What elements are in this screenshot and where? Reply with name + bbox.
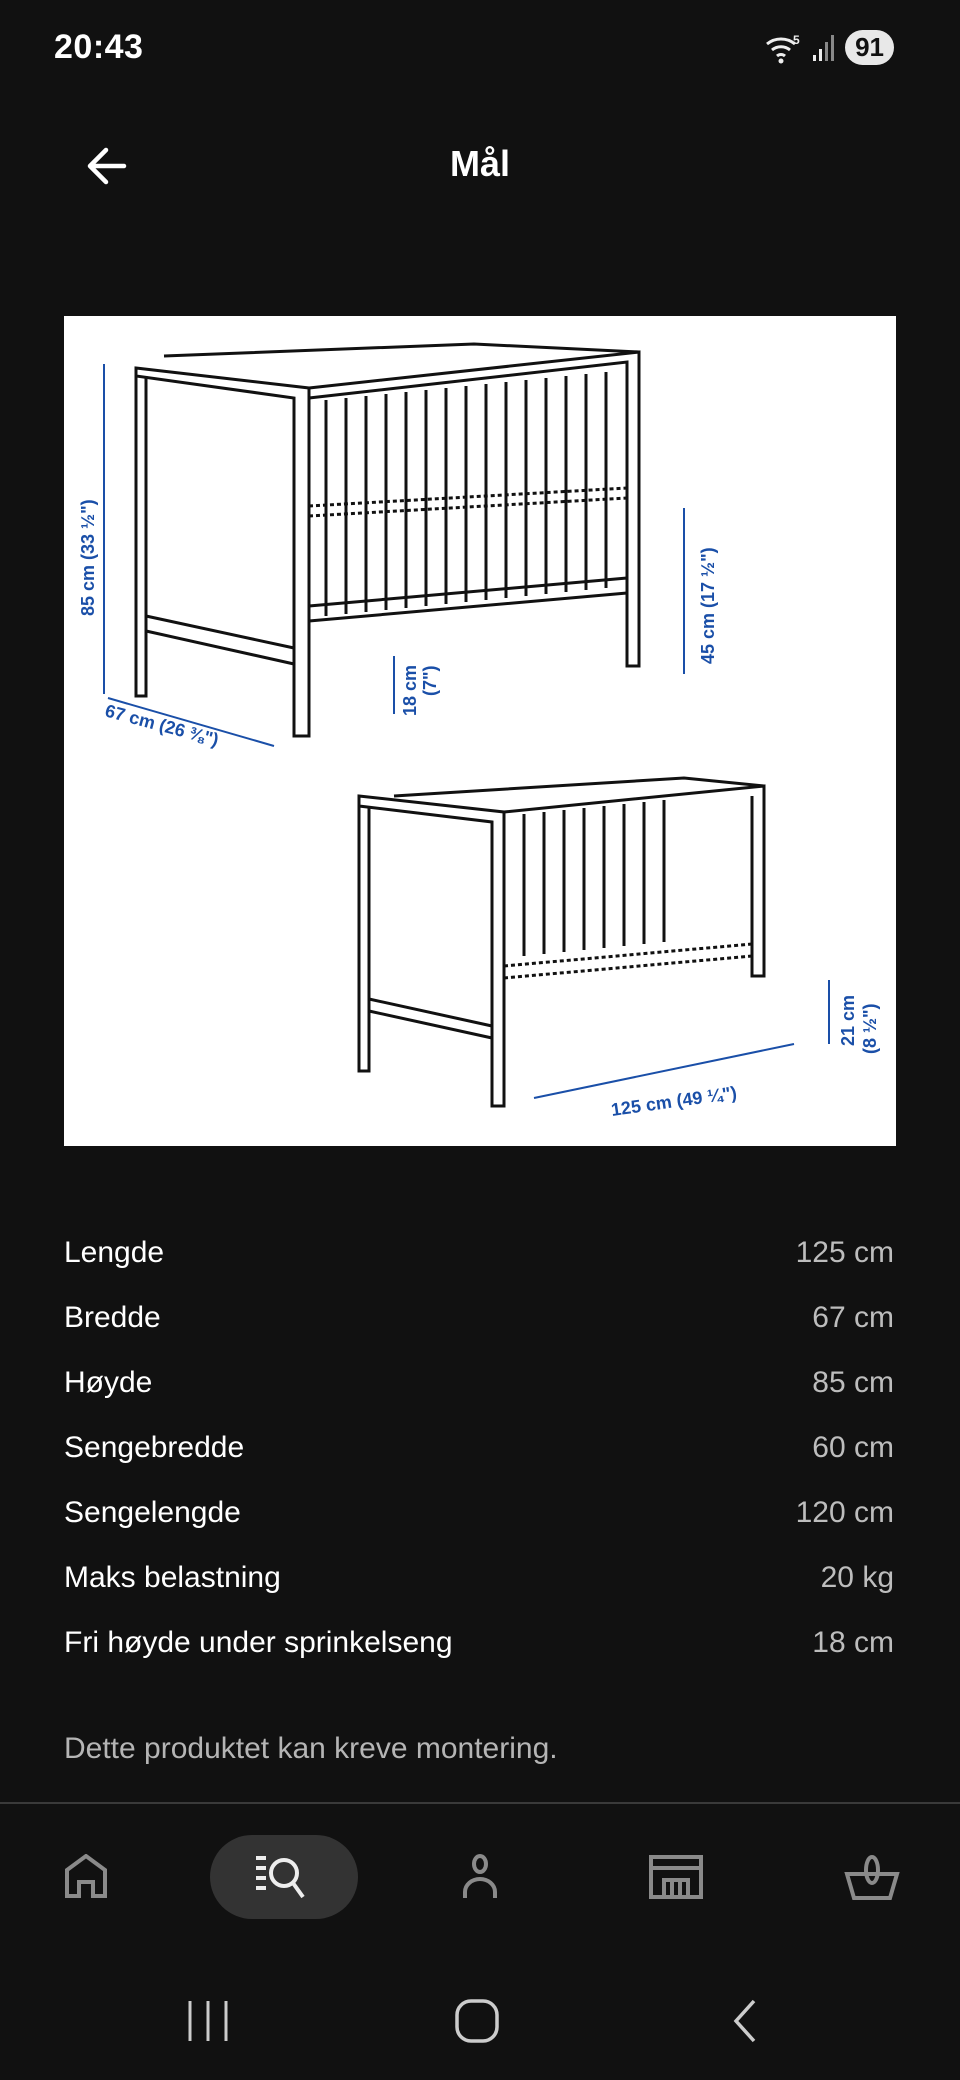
dimension-value: 18 cm [812, 1625, 894, 1659]
dimension-row [64, 1220, 894, 1285]
dimension-value: 60 cm [812, 1430, 894, 1464]
store-icon [648, 1854, 704, 1900]
dimension-label: Fri høyde under sprinkelseng [64, 1625, 453, 1659]
nav-profile[interactable] [450, 1835, 510, 1919]
status-icons [763, 30, 894, 65]
dimension-label: Høyde [64, 1365, 153, 1399]
length-label: 125 cm (49 ¼") [609, 1082, 738, 1120]
system-nav [0, 1985, 960, 2055]
dimension-value: 85 cm [812, 1365, 894, 1399]
dimension-diagram [64, 316, 896, 1146]
dimension-label: Sengelengde [64, 1495, 241, 1529]
search-icon [254, 1854, 314, 1900]
profile-icon [457, 1854, 503, 1900]
dimension-label: Maks belastning [64, 1560, 281, 1594]
width-label: 67 cm (26 ⅜") [102, 700, 221, 751]
divider [0, 1802, 960, 1804]
crib-drawing [64, 316, 896, 1146]
dimension-row [64, 1480, 894, 1545]
dimension-label: Sengebredde [64, 1430, 245, 1464]
battery-level: 91 [845, 30, 894, 65]
signal-icon [811, 33, 837, 63]
nav-search[interactable] [210, 1835, 358, 1919]
clearance-inch-label: (7") [420, 665, 440, 696]
dimension-value: 67 cm [812, 1300, 894, 1334]
dimension-value: 120 cm [795, 1495, 894, 1529]
bed-height-label: 45 cm (17 ½") [698, 547, 718, 664]
dimension-label: Lengde [64, 1235, 165, 1269]
height-label: 85 cm (33 ½") [78, 499, 98, 616]
dimension-label: Bredde [64, 1300, 161, 1334]
dimension-row [64, 1610, 894, 1675]
dimension-value: 20 kg [820, 1560, 894, 1594]
basket-icon [844, 1854, 900, 1900]
dimension-row [64, 1415, 894, 1480]
home-button-icon[interactable] [454, 1999, 500, 2043]
clearance-label: 18 cm [400, 664, 420, 716]
home-icon [63, 1854, 109, 1900]
nav-store[interactable] [646, 1835, 706, 1919]
dimension-row [64, 1350, 894, 1415]
dimension-row [64, 1285, 894, 1350]
low-height-inch-label: (8 ½") [860, 1003, 880, 1054]
nav-home[interactable] [56, 1835, 116, 1919]
assembly-note: Dette produktet kan kreve montering. [64, 1732, 558, 1765]
recents-icon[interactable] [186, 1999, 230, 2043]
dimension-value: 125 cm [795, 1235, 894, 1269]
page-title: Mål [449, 143, 510, 184]
dimensions-list [64, 1220, 894, 1675]
system-back-icon[interactable] [730, 1999, 760, 2043]
svg-text:5: 5 [793, 32, 800, 47]
dimension-row [64, 1545, 894, 1610]
low-height-label: 21 cm [838, 994, 858, 1046]
status-time: 20:43 [54, 28, 144, 66]
wifi-icon [763, 32, 803, 64]
bottom-nav [0, 1835, 960, 1919]
nav-basket[interactable] [842, 1835, 902, 1919]
